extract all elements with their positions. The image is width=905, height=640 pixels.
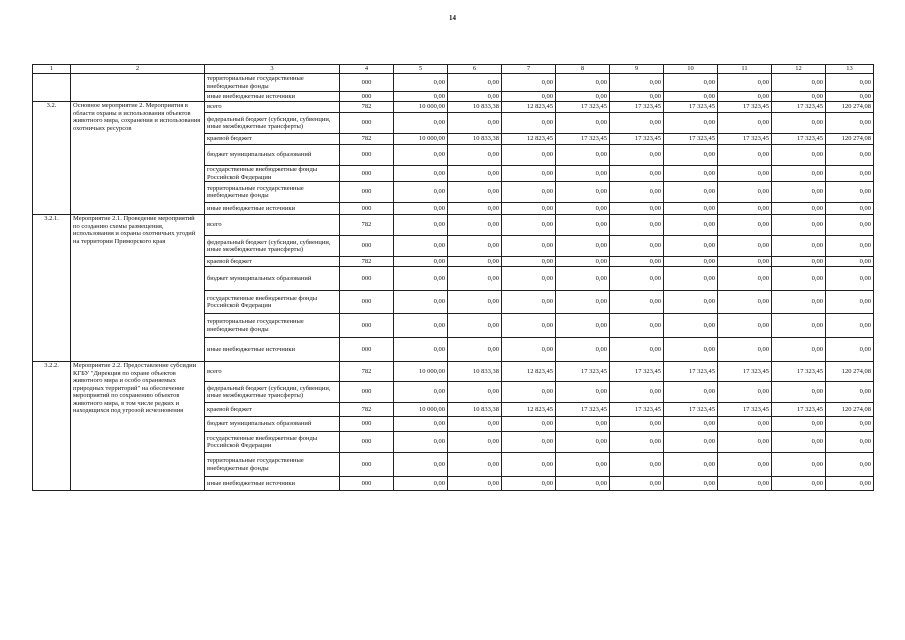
amount-cell: 0,00 bbox=[772, 477, 826, 491]
amount-cell: 0,00 bbox=[448, 257, 502, 267]
funding-source: бюджет муниципальных образований bbox=[205, 267, 340, 291]
amount-cell: 120 274,08 bbox=[826, 403, 874, 417]
amount-cell: 0,00 bbox=[394, 477, 448, 491]
column-header: 7 bbox=[502, 65, 556, 74]
amount-cell: 0,00 bbox=[610, 477, 664, 491]
amount-cell: 0,00 bbox=[502, 382, 556, 403]
table-row bbox=[33, 362, 874, 382]
amount-cell: 0,00 bbox=[826, 74, 874, 92]
column-header: 13 bbox=[826, 65, 874, 74]
item-name: Мероприятие 2.1. Проведение мероприятий по созданию схемы размещения, использования и охраны охотничьих угодий на территории Приморского края bbox=[71, 215, 205, 362]
amount-cell: 0,00 bbox=[772, 215, 826, 236]
amount-cell: 0,00 bbox=[556, 215, 610, 236]
amount-cell: 0,00 bbox=[664, 145, 718, 166]
funding-source: всего bbox=[205, 102, 340, 113]
column-header: 8 bbox=[556, 65, 610, 74]
funding-source: федеральный бюджет (субсидии, субвенции, иные межбюджетные трансферты) bbox=[205, 382, 340, 403]
amount-cell: 0,00 bbox=[664, 236, 718, 257]
funding-source: краевой бюджет bbox=[205, 403, 340, 417]
amount-cell: 0,00 bbox=[610, 257, 664, 267]
amount-cell: 0,00 bbox=[664, 382, 718, 403]
amount-cell: 0,00 bbox=[610, 236, 664, 257]
amount-cell: 0,00 bbox=[556, 338, 610, 362]
budget-code: 782 bbox=[340, 134, 394, 145]
amount-cell: 0,00 bbox=[448, 267, 502, 291]
amount-cell: 12 823,45 bbox=[502, 362, 556, 382]
amount-cell: 0,00 bbox=[448, 453, 502, 477]
page-number: 14 bbox=[449, 14, 456, 22]
amount-cell: 0,00 bbox=[556, 257, 610, 267]
amount-cell: 0,00 bbox=[826, 417, 874, 432]
amount-cell: 0,00 bbox=[718, 182, 772, 203]
amount-cell: 0,00 bbox=[772, 417, 826, 432]
column-header: 3 bbox=[205, 65, 340, 74]
item-number: 3.2.1. bbox=[33, 215, 71, 362]
amount-cell: 17 323,45 bbox=[718, 102, 772, 113]
amount-cell: 0,00 bbox=[502, 338, 556, 362]
amount-cell: 0,00 bbox=[826, 432, 874, 453]
item-name: Мероприятие 2.2. Предоставление субсидии КГБУ "Дирекция по охране объектов животного мира и особо охраняемых природных территорий" на обеспечение мероприятий по сохранению объектов животного мира, в том числе редких и находящихся под угрозой исчезновения bbox=[71, 362, 205, 491]
funding-source: краевой бюджет bbox=[205, 257, 340, 267]
amount-cell: 0,00 bbox=[664, 417, 718, 432]
budget-code: 000 bbox=[340, 166, 394, 182]
funding-source: иные внебюджетные источники bbox=[205, 92, 340, 102]
budget-code: 782 bbox=[340, 102, 394, 113]
amount-cell: 0,00 bbox=[664, 113, 718, 134]
budget-code: 000 bbox=[340, 417, 394, 432]
funding-source: всего bbox=[205, 215, 340, 236]
amount-cell: 0,00 bbox=[394, 267, 448, 291]
amount-cell: 0,00 bbox=[664, 267, 718, 291]
amount-cell: 0,00 bbox=[826, 291, 874, 314]
amount-cell: 0,00 bbox=[448, 236, 502, 257]
amount-cell: 17 323,45 bbox=[772, 403, 826, 417]
amount-cell: 0,00 bbox=[502, 257, 556, 267]
amount-cell: 0,00 bbox=[826, 453, 874, 477]
amount-cell: 0,00 bbox=[826, 257, 874, 267]
amount-cell: 0,00 bbox=[826, 182, 874, 203]
column-header: 12 bbox=[772, 65, 826, 74]
budget-code: 000 bbox=[340, 453, 394, 477]
funding-source: бюджет муниципальных образований bbox=[205, 417, 340, 432]
budget-code: 000 bbox=[340, 92, 394, 102]
amount-cell: 0,00 bbox=[718, 92, 772, 102]
amount-cell: 0,00 bbox=[610, 166, 664, 182]
amount-cell: 0,00 bbox=[664, 182, 718, 203]
amount-cell: 0,00 bbox=[448, 338, 502, 362]
funding-source: краевой бюджет bbox=[205, 134, 340, 145]
budget-code: 000 bbox=[340, 477, 394, 491]
amount-cell: 0,00 bbox=[394, 382, 448, 403]
column-header: 5 bbox=[394, 65, 448, 74]
amount-cell: 0,00 bbox=[502, 417, 556, 432]
amount-cell: 0,00 bbox=[610, 453, 664, 477]
amount-cell: 0,00 bbox=[502, 215, 556, 236]
funding-source: территориальные государственные внебюджетные фонды bbox=[205, 182, 340, 203]
amount-cell: 0,00 bbox=[664, 291, 718, 314]
budget-code: 000 bbox=[340, 382, 394, 403]
amount-cell: 0,00 bbox=[610, 145, 664, 166]
amount-cell: 0,00 bbox=[394, 215, 448, 236]
amount-cell: 0,00 bbox=[718, 166, 772, 182]
amount-cell: 0,00 bbox=[772, 453, 826, 477]
amount-cell: 0,00 bbox=[556, 145, 610, 166]
amount-cell: 0,00 bbox=[448, 74, 502, 92]
budget-code: 782 bbox=[340, 362, 394, 382]
amount-cell: 10 000,00 bbox=[394, 134, 448, 145]
amount-cell: 0,00 bbox=[394, 145, 448, 166]
amount-cell: 0,00 bbox=[718, 257, 772, 267]
amount-cell: 0,00 bbox=[610, 338, 664, 362]
amount-cell: 0,00 bbox=[448, 145, 502, 166]
budget-code: 000 bbox=[340, 74, 394, 92]
funding-source: государственные внебюджетные фонды Российской Федерации bbox=[205, 166, 340, 182]
amount-cell: 0,00 bbox=[448, 203, 502, 215]
amount-cell: 0,00 bbox=[772, 267, 826, 291]
amount-cell: 0,00 bbox=[448, 477, 502, 491]
funding-source: государственные внебюджетные фонды Российской Федерации bbox=[205, 291, 340, 314]
amount-cell: 0,00 bbox=[394, 182, 448, 203]
amount-cell: 120 274,08 bbox=[826, 362, 874, 382]
funding-source: федеральный бюджет (субсидии, субвенции, иные межбюджетные трансферты) bbox=[205, 113, 340, 134]
amount-cell: 10 000,00 bbox=[394, 362, 448, 382]
amount-cell: 0,00 bbox=[610, 203, 664, 215]
amount-cell: 0,00 bbox=[502, 113, 556, 134]
funding-source: федеральный бюджет (субсидии, субвенции, иные межбюджетные трансферты) bbox=[205, 236, 340, 257]
column-header: 6 bbox=[448, 65, 502, 74]
amount-cell: 0,00 bbox=[448, 291, 502, 314]
amount-cell: 12 823,45 bbox=[502, 403, 556, 417]
amount-cell: 0,00 bbox=[826, 145, 874, 166]
amount-cell: 0,00 bbox=[394, 291, 448, 314]
amount-cell: 17 323,45 bbox=[664, 362, 718, 382]
table-row bbox=[33, 74, 874, 92]
amount-cell: 0,00 bbox=[502, 166, 556, 182]
budget-code: 782 bbox=[340, 257, 394, 267]
amount-cell: 17 323,45 bbox=[556, 102, 610, 113]
column-header: 9 bbox=[610, 65, 664, 74]
amount-cell: 0,00 bbox=[772, 236, 826, 257]
funding-source: территориальные государственные внебюджетные фонды bbox=[205, 453, 340, 477]
amount-cell: 17 323,45 bbox=[664, 134, 718, 145]
amount-cell: 0,00 bbox=[826, 236, 874, 257]
amount-cell: 0,00 bbox=[826, 477, 874, 491]
amount-cell: 0,00 bbox=[502, 74, 556, 92]
amount-cell: 17 323,45 bbox=[610, 362, 664, 382]
amount-cell: 0,00 bbox=[826, 203, 874, 215]
amount-cell: 0,00 bbox=[394, 113, 448, 134]
amount-cell: 0,00 bbox=[826, 267, 874, 291]
amount-cell: 0,00 bbox=[664, 477, 718, 491]
amount-cell: 0,00 bbox=[664, 92, 718, 102]
amount-cell: 0,00 bbox=[610, 382, 664, 403]
amount-cell: 0,00 bbox=[556, 417, 610, 432]
amount-cell: 0,00 bbox=[772, 432, 826, 453]
amount-cell: 0,00 bbox=[826, 215, 874, 236]
amount-cell: 0,00 bbox=[826, 314, 874, 338]
amount-cell: 0,00 bbox=[664, 257, 718, 267]
item-name bbox=[71, 74, 205, 102]
funding-source: государственные внебюджетные фонды Российской Федерации bbox=[205, 432, 340, 453]
amount-cell: 0,00 bbox=[448, 432, 502, 453]
header-row bbox=[33, 65, 874, 74]
budget-code: 000 bbox=[340, 145, 394, 166]
amount-cell: 0,00 bbox=[718, 417, 772, 432]
amount-cell: 0,00 bbox=[718, 453, 772, 477]
budget-code: 000 bbox=[340, 203, 394, 215]
budget-table bbox=[32, 64, 874, 491]
amount-cell: 17 323,45 bbox=[610, 134, 664, 145]
funding-source: иные внебюджетные источники bbox=[205, 338, 340, 362]
budget-code: 000 bbox=[340, 113, 394, 134]
amount-cell: 0,00 bbox=[718, 382, 772, 403]
amount-cell: 0,00 bbox=[556, 166, 610, 182]
amount-cell: 10 000,00 bbox=[394, 403, 448, 417]
amount-cell: 0,00 bbox=[718, 477, 772, 491]
amount-cell: 0,00 bbox=[664, 432, 718, 453]
amount-cell: 0,00 bbox=[718, 113, 772, 134]
amount-cell: 0,00 bbox=[556, 477, 610, 491]
amount-cell: 0,00 bbox=[502, 432, 556, 453]
amount-cell: 0,00 bbox=[448, 182, 502, 203]
amount-cell: 17 323,45 bbox=[772, 102, 826, 113]
amount-cell: 0,00 bbox=[556, 74, 610, 92]
amount-cell: 0,00 bbox=[556, 182, 610, 203]
amount-cell: 0,00 bbox=[664, 453, 718, 477]
amount-cell: 0,00 bbox=[826, 166, 874, 182]
column-header: 1 bbox=[33, 65, 71, 74]
amount-cell: 0,00 bbox=[502, 203, 556, 215]
amount-cell: 0,00 bbox=[826, 92, 874, 102]
amount-cell: 0,00 bbox=[664, 314, 718, 338]
amount-cell: 10 000,00 bbox=[394, 102, 448, 113]
funding-source: иные внебюджетные источники bbox=[205, 203, 340, 215]
amount-cell: 0,00 bbox=[610, 113, 664, 134]
amount-cell: 0,00 bbox=[772, 257, 826, 267]
amount-cell: 0,00 bbox=[556, 236, 610, 257]
funding-source: всего bbox=[205, 362, 340, 382]
budget-code: 000 bbox=[340, 267, 394, 291]
amount-cell: 0,00 bbox=[394, 74, 448, 92]
amount-cell: 0,00 bbox=[448, 382, 502, 403]
amount-cell: 0,00 bbox=[772, 145, 826, 166]
item-name: Основное мероприятие 2. Мероприятия в области охраны и использования объектов животного мира, сохранения и использования охотничьих ресурсов bbox=[71, 102, 205, 215]
amount-cell: 0,00 bbox=[718, 236, 772, 257]
amount-cell: 0,00 bbox=[772, 291, 826, 314]
amount-cell: 0,00 bbox=[718, 215, 772, 236]
amount-cell: 0,00 bbox=[772, 182, 826, 203]
amount-cell: 0,00 bbox=[448, 113, 502, 134]
amount-cell: 0,00 bbox=[610, 267, 664, 291]
amount-cell: 0,00 bbox=[718, 291, 772, 314]
amount-cell: 17 323,45 bbox=[556, 134, 610, 145]
amount-cell: 0,00 bbox=[556, 453, 610, 477]
amount-cell: 17 323,45 bbox=[772, 134, 826, 145]
funding-source: территориальные государственные внебюджетные фонды bbox=[205, 314, 340, 338]
amount-cell: 10 833,38 bbox=[448, 362, 502, 382]
amount-cell: 17 323,45 bbox=[718, 134, 772, 145]
budget-code: 782 bbox=[340, 215, 394, 236]
amount-cell: 0,00 bbox=[718, 432, 772, 453]
amount-cell: 0,00 bbox=[718, 338, 772, 362]
amount-cell: 0,00 bbox=[502, 291, 556, 314]
amount-cell: 0,00 bbox=[502, 453, 556, 477]
amount-cell: 0,00 bbox=[826, 338, 874, 362]
amount-cell: 0,00 bbox=[394, 236, 448, 257]
amount-cell: 0,00 bbox=[718, 267, 772, 291]
amount-cell: 0,00 bbox=[394, 453, 448, 477]
column-header: 10 bbox=[664, 65, 718, 74]
table-row bbox=[33, 102, 874, 113]
amount-cell: 10 833,38 bbox=[448, 403, 502, 417]
amount-cell: 0,00 bbox=[718, 203, 772, 215]
amount-cell: 0,00 bbox=[448, 417, 502, 432]
amount-cell: 0,00 bbox=[448, 215, 502, 236]
amount-cell: 0,00 bbox=[610, 432, 664, 453]
amount-cell: 0,00 bbox=[394, 257, 448, 267]
amount-cell: 0,00 bbox=[556, 291, 610, 314]
amount-cell: 0,00 bbox=[502, 145, 556, 166]
amount-cell: 0,00 bbox=[394, 314, 448, 338]
amount-cell: 0,00 bbox=[502, 182, 556, 203]
budget-code: 000 bbox=[340, 314, 394, 338]
amount-cell: 0,00 bbox=[610, 74, 664, 92]
amount-cell: 0,00 bbox=[556, 382, 610, 403]
amount-cell: 120 274,08 bbox=[826, 134, 874, 145]
amount-cell: 0,00 bbox=[394, 417, 448, 432]
amount-cell: 0,00 bbox=[826, 113, 874, 134]
amount-cell: 0,00 bbox=[772, 113, 826, 134]
amount-cell: 0,00 bbox=[556, 267, 610, 291]
amount-cell: 17 323,45 bbox=[610, 102, 664, 113]
amount-cell: 0,00 bbox=[772, 338, 826, 362]
amount-cell: 0,00 bbox=[448, 92, 502, 102]
amount-cell: 0,00 bbox=[772, 166, 826, 182]
column-header: 2 bbox=[71, 65, 205, 74]
amount-cell: 12 823,45 bbox=[502, 134, 556, 145]
amount-cell: 0,00 bbox=[394, 432, 448, 453]
funding-source: территориальные государственные внебюджетные фонды bbox=[205, 74, 340, 92]
item-number: 3.2.2. bbox=[33, 362, 71, 491]
budget-code: 000 bbox=[340, 338, 394, 362]
amount-cell: 0,00 bbox=[502, 236, 556, 257]
amount-cell: 12 823,45 bbox=[502, 102, 556, 113]
column-header: 4 bbox=[340, 65, 394, 74]
amount-cell: 0,00 bbox=[610, 215, 664, 236]
budget-code: 000 bbox=[340, 291, 394, 314]
amount-cell: 0,00 bbox=[718, 74, 772, 92]
amount-cell: 0,00 bbox=[610, 314, 664, 338]
amount-cell: 0,00 bbox=[448, 166, 502, 182]
amount-cell: 0,00 bbox=[610, 92, 664, 102]
column-header: 11 bbox=[718, 65, 772, 74]
amount-cell: 0,00 bbox=[502, 267, 556, 291]
amount-cell: 0,00 bbox=[610, 291, 664, 314]
amount-cell: 17 323,45 bbox=[718, 362, 772, 382]
amount-cell: 0,00 bbox=[502, 314, 556, 338]
amount-cell: 0,00 bbox=[502, 92, 556, 102]
amount-cell: 17 323,45 bbox=[664, 102, 718, 113]
amount-cell: 0,00 bbox=[448, 314, 502, 338]
amount-cell: 0,00 bbox=[394, 338, 448, 362]
item-number: 3.2. bbox=[33, 102, 71, 215]
amount-cell: 0,00 bbox=[610, 182, 664, 203]
amount-cell: 0,00 bbox=[772, 314, 826, 338]
amount-cell: 17 323,45 bbox=[556, 403, 610, 417]
amount-cell: 0,00 bbox=[556, 203, 610, 215]
budget-code: 000 bbox=[340, 236, 394, 257]
amount-cell: 0,00 bbox=[664, 166, 718, 182]
amount-cell: 0,00 bbox=[556, 314, 610, 338]
item-number bbox=[33, 74, 71, 102]
amount-cell: 17 323,45 bbox=[610, 403, 664, 417]
amount-cell: 17 323,45 bbox=[718, 403, 772, 417]
amount-cell: 17 323,45 bbox=[664, 403, 718, 417]
budget-code: 000 bbox=[340, 182, 394, 203]
amount-cell: 0,00 bbox=[394, 166, 448, 182]
amount-cell: 0,00 bbox=[664, 203, 718, 215]
amount-cell: 0,00 bbox=[556, 92, 610, 102]
amount-cell: 0,00 bbox=[718, 314, 772, 338]
amount-cell: 0,00 bbox=[664, 215, 718, 236]
amount-cell: 0,00 bbox=[610, 417, 664, 432]
amount-cell: 0,00 bbox=[772, 74, 826, 92]
amount-cell: 0,00 bbox=[826, 382, 874, 403]
amount-cell: 10 833,38 bbox=[448, 134, 502, 145]
table-row bbox=[33, 215, 874, 236]
amount-cell: 17 323,45 bbox=[772, 362, 826, 382]
amount-cell: 0,00 bbox=[772, 203, 826, 215]
amount-cell: 10 833,38 bbox=[448, 102, 502, 113]
amount-cell: 0,00 bbox=[772, 92, 826, 102]
funding-source: бюджет муниципальных образований bbox=[205, 145, 340, 166]
amount-cell: 17 323,45 bbox=[556, 362, 610, 382]
amount-cell: 0,00 bbox=[556, 113, 610, 134]
amount-cell: 0,00 bbox=[664, 74, 718, 92]
amount-cell: 0,00 bbox=[394, 92, 448, 102]
amount-cell: 0,00 bbox=[664, 338, 718, 362]
funding-source: иные внебюджетные источники bbox=[205, 477, 340, 491]
budget-code: 782 bbox=[340, 403, 394, 417]
amount-cell: 0,00 bbox=[502, 477, 556, 491]
amount-cell: 0,00 bbox=[772, 382, 826, 403]
budget-code: 000 bbox=[340, 432, 394, 453]
amount-cell: 0,00 bbox=[394, 203, 448, 215]
amount-cell: 0,00 bbox=[556, 432, 610, 453]
amount-cell: 120 274,08 bbox=[826, 102, 874, 113]
amount-cell: 0,00 bbox=[718, 145, 772, 166]
